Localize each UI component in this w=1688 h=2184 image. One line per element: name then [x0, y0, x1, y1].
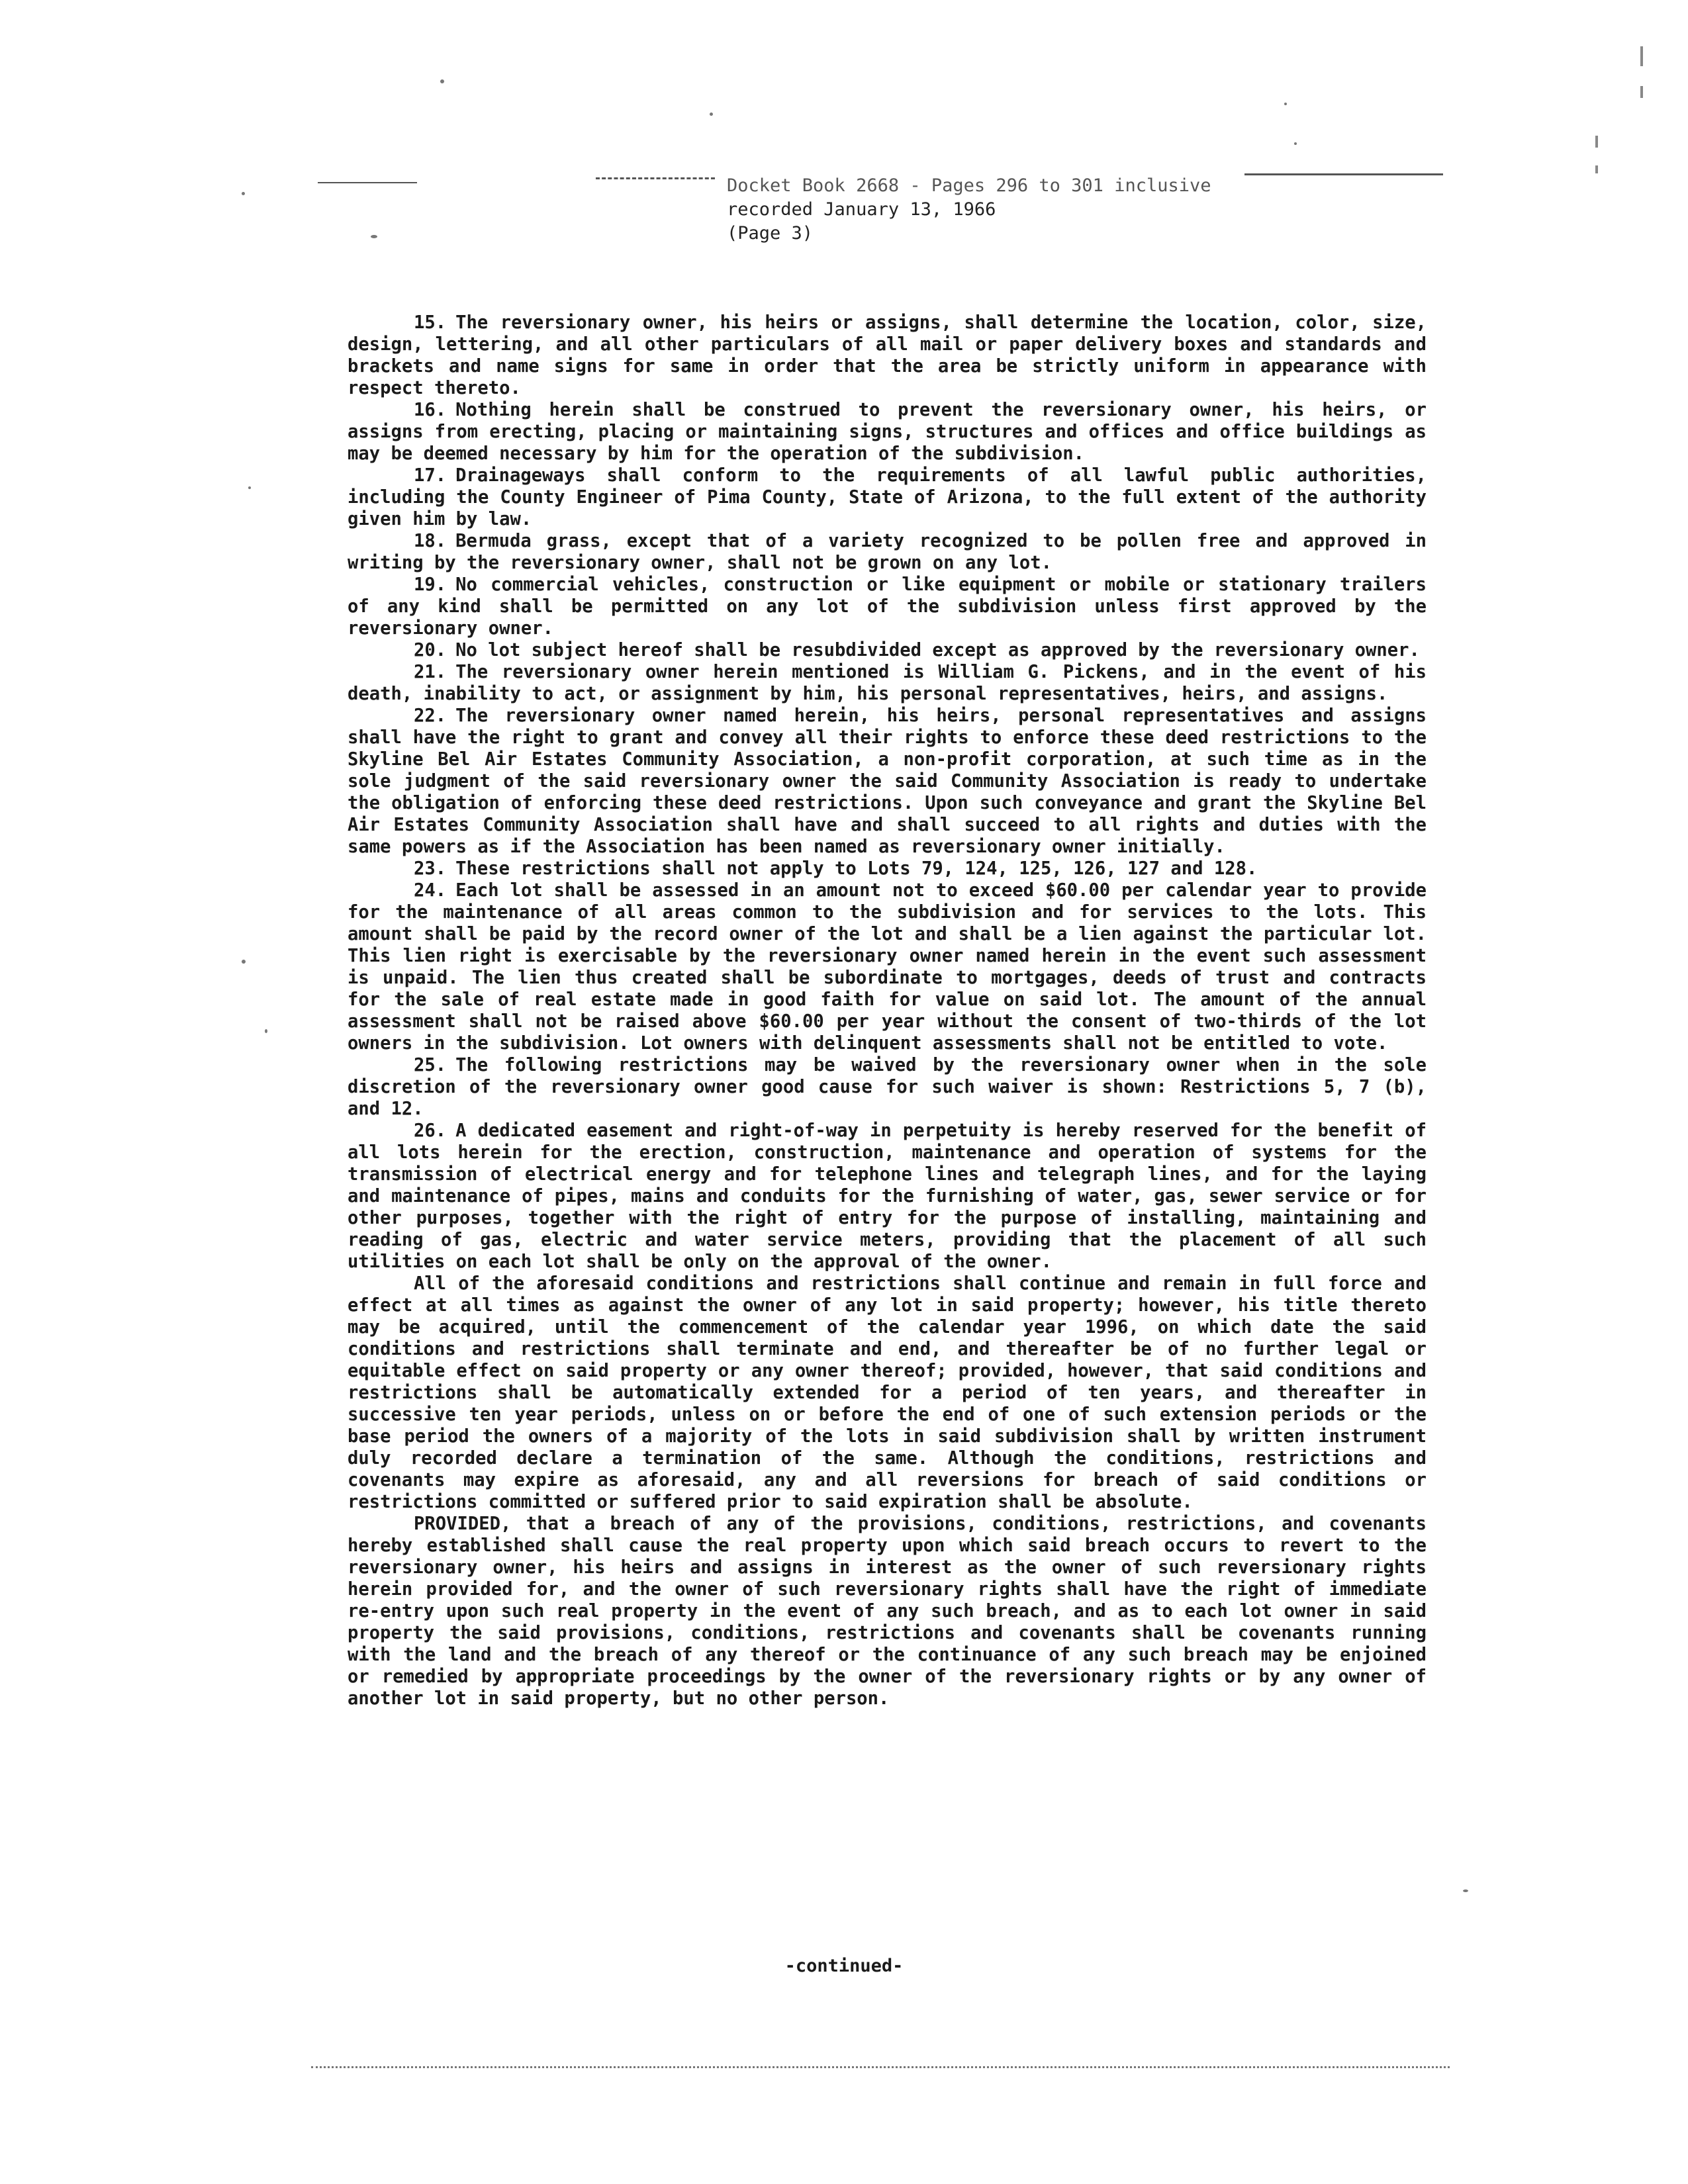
- restriction-paragraph-20: [348, 639, 1427, 661]
- paragraph-number: 17.: [414, 465, 447, 486]
- restriction-paragraph-26: [348, 1120, 1427, 1273]
- paragraph-text: A dedicated easement and right-of-way in perpetuity is hereby reserved for the benefit of all lots herein for the erection, construction, maintenance and operation of systems for the transmission of electrical energy and for telephone lines and telegraph lines, and for the laying and maintenance of pipes, mains and conduits for the furnishing of water, gas, sewer service or for other purposes, together with the right of entry for the purpose of installing, maintaining and reading of gas, electric and water service meters, providing that the placement of all such utilities on each lot shall be only on the approval of the owner.: [348, 1120, 1427, 1272]
- restriction-paragraph-24: [348, 880, 1427, 1054]
- paragraph-text: Each lot shall be assessed in an amount not to exceed $60.00 per calendar year to provide for the maintenance of all areas common to the subdivision and for services to the lots. This amount shall be paid by the record owner of the lot and shall be a lien against the particular lot. This lien right is exercisable by the reversionary owner named herein in the event such assessment is unpaid. The lien thus created shall be subordinate to mortgages, deeds of trust and contracts for the sale of real estate made in good faith for value on said lot. The amount of the annual assessment shall not be raised above $60.00 per year without the consent of two-thirds of the lot owners in the subdivision. Lot owners with delinquent assessments shall not be entitled to vote.: [348, 880, 1427, 1054]
- paragraph-text: The reversionary owner named herein, his heirs, personal representatives and assigns shall have the right to grant and convey all their rights to enforce these deed restrictions to the Skyline Bel Air Estates Community Association, a non-profit corporation, at such time as in the sole judgment of the said reversionary owner the said Community Association is ready to undertake the obligation of enforcing these deed restrictions. Upon such conveyance and grant the Skyline Bel Air Estates Community Association shall have and shall succeed to all rights and duties with the same powers as if the Association has been named as reversionary owner initially.: [348, 705, 1427, 857]
- paragraph-number: 19.: [414, 574, 447, 595]
- scan-speck: [248, 486, 251, 489]
- paragraph-text: PROVIDED, that a breach of any of the provisions, conditions, restrictions, and covenants hereby established shall cause the real property upon which said breach occurs to revert to the reversionary owner, his heirs and assigns in interest as the owner of such reversionary rights herein provided for, and the owner of such reversionary rights shall have the right of immediate re-entry upon such real property in the event of any such breach, and as to each lot owner in said property the said provisions, conditions, restrictions and covenants shall be covenants running with the land and the breach of any thereof or the continuance of any such breach may be enjoined or remedied by appropriate proceedings by the owner of the reversionary rights or by any owner of another lot in said property, but no other person.: [348, 1514, 1427, 1709]
- paragraph-number: 15.: [414, 312, 447, 333]
- paragraph-text: The reversionary owner, his heirs or assigns, shall determine the location, color, size, design, lettering, and all other particulars of all mail or paper delivery boxes and standards and brackets and name signs for same in order that the area be strictly uniform in appearance with respect thereto.: [348, 312, 1427, 398]
- page-number: (Page 3): [727, 223, 814, 244]
- duration-paragraph: [348, 1273, 1427, 1513]
- paragraph-number: 20.: [414, 640, 447, 660]
- paragraph-text: Drainageways shall conform to the requirements of all lawful public authorities, including the County Engineer of Pima County, State of Arizona, to the full extent of the authority given him by law.: [348, 465, 1427, 529]
- scan-speck: [265, 1029, 267, 1033]
- margin-mark: [1595, 136, 1598, 148]
- restriction-paragraph-15: [348, 312, 1427, 399]
- paragraph-number: 23.: [414, 858, 447, 879]
- scan-rule-bottom: [311, 2066, 1450, 2068]
- paragraph-text: These restrictions shall not apply to Lots 79, 124, 125, 126, 127 and 128.: [455, 858, 1258, 879]
- paragraph-number: 22.: [414, 705, 447, 726]
- continued-marker: -continued-: [784, 1956, 904, 1976]
- restriction-paragraph-22: [348, 705, 1427, 858]
- paragraph-text: No lot subject hereof shall be resubdivided except as approved by the reversionary owner.: [455, 640, 1420, 660]
- paragraph-number: 26.: [414, 1120, 447, 1141]
- scan-speck: [440, 79, 444, 83]
- restriction-paragraph-18: [348, 530, 1427, 574]
- paragraph-text: No commercial vehicles, construction or like equipment or mobile or stationary trailers of any kind shall be permitted on any lot of the subdivision unless first approved by the reversionary owner.: [348, 574, 1427, 639]
- docket-reference: Docket Book 2668 - Pages 296 to 301 inclusive: [727, 175, 1211, 196]
- scan-speck: [371, 235, 377, 238]
- restrictions-body: [348, 312, 1427, 1709]
- restriction-paragraph-25: [348, 1054, 1427, 1120]
- paragraph-number: 25.: [414, 1055, 447, 1075]
- paragraph-text: Bermuda grass, except that of a variety recognized to be pollen free and approved in writing by the reversionary owner, shall not be grown on any lot.: [348, 531, 1427, 573]
- scan-rule-top-left: [318, 182, 417, 183]
- restriction-paragraph-19: [348, 574, 1427, 639]
- paragraph-text: The following restrictions may be waived by the reversionary owner when in the sole discretion of the reversionary owner good cause for such waiver is shown: Restrictions 5, 7 (b), and 12.: [348, 1055, 1427, 1119]
- scan-speck: [1284, 103, 1287, 105]
- paragraph-text: The reversionary owner herein mentioned is William G. Pickens, and in the event of his death, inability to act, or assignment by him, his personal representatives, heirs, and assigns.: [348, 662, 1427, 704]
- scan-speck: [710, 113, 713, 116]
- paragraph-text: All of the aforesaid conditions and restrictions shall continue and remain in full force and effect at all times as against the owner of any lot in said property; however, his title thereto may be acquired, until the commencement of the calendar year 1996, on which date the said conditions and restrictions shall terminate and end, and thereafter be of no further legal or equitable effect on said property or any owner thereof; provided, however, that said conditions and restrictions shall be automatically extended for a period of ten years, and thereafter in successive ten year periods, unless on or before the end of one of such extension periods or the base period the owners of a majority of the lots in said subdivision shall by written instrument duly recorded declare a termination of the same. Although the conditions, restrictions and covenants may expire as aforesaid, any and all reversions for breach of said conditions or restrictions committed or suffered prior to said expiration shall be absolute.: [348, 1273, 1427, 1512]
- restriction-paragraph-23: [348, 858, 1427, 880]
- scan-speck: [1294, 142, 1297, 145]
- scan-speck: [1463, 1889, 1468, 1892]
- paragraph-number: 18.: [414, 531, 447, 551]
- provided-paragraph: [348, 1513, 1427, 1709]
- margin-mark: [1595, 165, 1598, 173]
- restriction-paragraph-21: [348, 661, 1427, 705]
- paragraph-number: 24.: [414, 880, 447, 901]
- paragraph-text: Nothing herein shall be construed to prevent the reversionary owner, his heirs, or assigns from erecting, placing or maintaining signs, structures and offices and office buildings as may be deemed necessary by him for the operation of the subdivision.: [348, 400, 1427, 464]
- docket-header: [727, 174, 1323, 246]
- margin-mark: [1640, 86, 1643, 98]
- scan-rule-top-middle: [596, 177, 715, 179]
- scan-speck: [242, 192, 245, 195]
- restriction-paragraph-17: [348, 465, 1427, 530]
- margin-mark: [1640, 46, 1643, 66]
- paragraph-number: 21.: [414, 662, 447, 682]
- restriction-paragraph-16: [348, 399, 1427, 465]
- recorded-date: recorded January 13, 1966: [727, 199, 996, 220]
- paragraph-number: 16.: [414, 400, 447, 420]
- scan-speck: [242, 960, 246, 964]
